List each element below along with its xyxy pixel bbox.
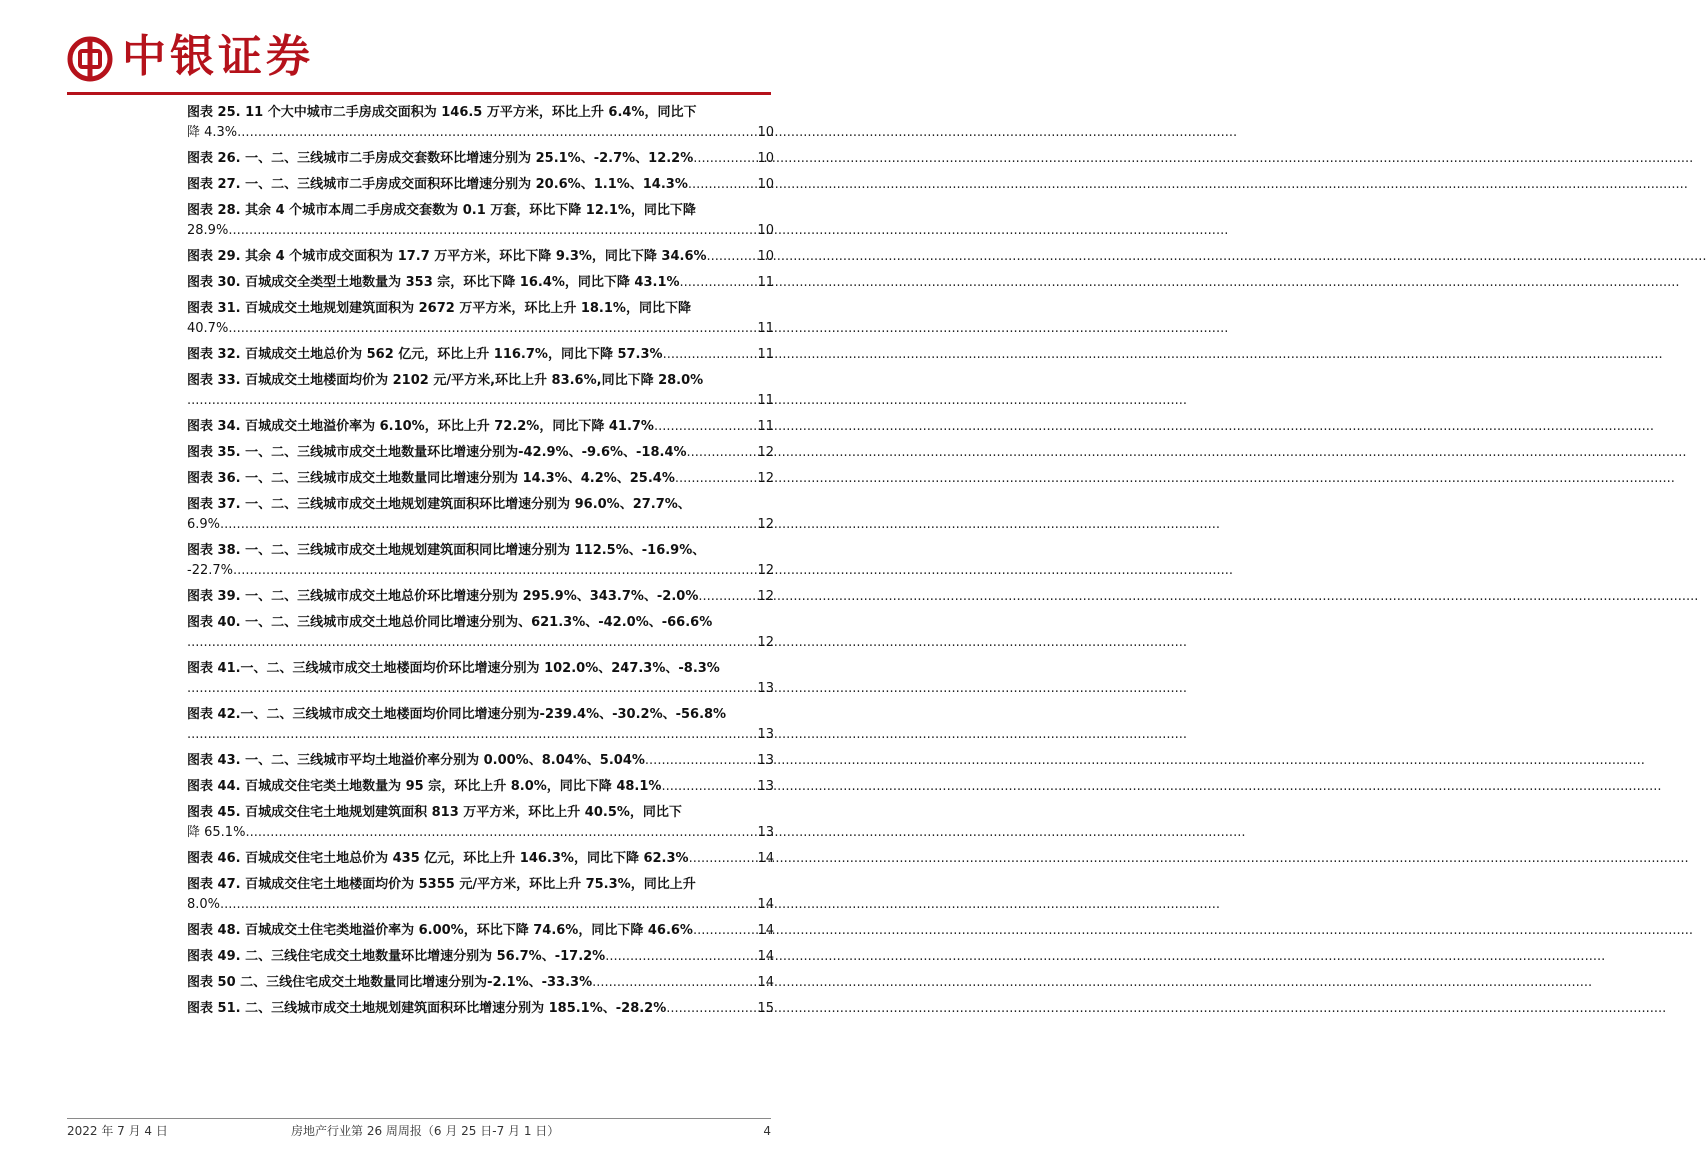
toc-line [187, 895, 774, 915]
toc-entry-title: 图表 39. 一、二、三线城市成交土地总价环比增速分别为 295.9%、343.7%、-2.0% [187, 589, 699, 604]
toc-leader-dots [666, 999, 756, 1019]
toc-entry-title: 图表 30. 百城成交全类型土地数量为 353 宗，环比下降 16.4%，同比下降 43.1% [187, 275, 680, 290]
toc-entry-title: 图表 41.一、二、三线城市成交土地楼面均价环比增速分别为 102.0%、247.3%、-8.3% [187, 661, 720, 676]
toc-line [187, 875, 774, 895]
toc-entry-title: 图表 35. 一、二、三线城市成交土地数量环比增速分别为-42.9%、-9.6%、-18.4% [187, 445, 687, 460]
toc-entry-title: 图表 32. 百城成交土地总价为 562 亿元，环比上升 116.7%，同比下降 57.3% [187, 347, 663, 362]
toc-entry-title: 图表 25. 11 个大中城市二手房成交面积为 146.5 万平方米，环比上升 6.4%，同比下 [187, 105, 697, 120]
toc-entry-title: -22.7% [187, 563, 233, 578]
toc-page-number: 13 [757, 779, 774, 794]
toc-page-number: 13 [757, 727, 774, 742]
toc-entry[interactable] [187, 103, 774, 143]
toc-entry[interactable] [187, 371, 774, 411]
toc-line [187, 679, 774, 699]
toc-line [187, 221, 774, 241]
toc-line [187, 921, 774, 941]
toc-line [187, 469, 774, 489]
table-of-figures [187, 103, 774, 1025]
toc-leader-dots [605, 947, 756, 967]
toc-leader-dots [645, 751, 757, 771]
toc-line [187, 973, 774, 993]
toc-page-number: 12 [757, 445, 774, 460]
toc-leader-dots [707, 247, 757, 267]
toc-line [187, 613, 774, 633]
toc-leader-dots [680, 273, 757, 293]
toc-entry-title: 40.7% [187, 321, 229, 336]
toc-line [187, 103, 774, 123]
toc-line [187, 849, 774, 869]
toc-entry-title: 28.9% [187, 223, 229, 238]
toc-entry[interactable] [187, 273, 774, 293]
toc-entry-title: 图表 47. 百城成交住宅土地楼面均价为 5355 元/平方米，环比上升 75.3%，同比上升 [187, 877, 696, 892]
toc-leader-dots [233, 561, 756, 581]
toc-leader-dots [698, 587, 756, 607]
toc-line [187, 777, 774, 797]
toc-entry-title: 图表 44. 百城成交住宅类土地数量为 95 宗，环比上升 8.0%，同比下降 48.1% [187, 779, 662, 794]
toc-entry-title: 图表 26. 一、二、三线城市二手房成交套数环比增速分别为 25.1%、-2.7%、12.2% [187, 151, 694, 166]
toc-entry-title: 8.0% [187, 897, 221, 912]
toc-entry[interactable] [187, 921, 774, 941]
toc-page-number: 12 [757, 471, 774, 486]
toc-entry-title: 图表 33. 百城成交土地楼面均价为 2102 元/平方米,环比上升 83.6%,同比下降 28.0% [187, 373, 704, 388]
toc-line [187, 371, 774, 391]
toc-entry[interactable] [187, 175, 774, 195]
toc-page-number: 12 [757, 589, 774, 604]
toc-entry[interactable] [187, 777, 774, 797]
toc-entry-title: 图表 36. 一、二、三线城市成交土地数量同比增速分别为 14.3%、4.2%、25.4% [187, 471, 675, 486]
toc-line [187, 175, 774, 195]
toc-entry[interactable] [187, 587, 774, 607]
toc-entry[interactable] [187, 705, 774, 745]
toc-entry[interactable] [187, 947, 774, 967]
toc-entry-title: 图表 50 二、三线住宅成交土地数量同比增速分别为-2.1%、-33.3% [187, 975, 593, 990]
toc-line [187, 495, 774, 515]
toc-line [187, 803, 774, 823]
toc-entry[interactable] [187, 999, 774, 1019]
toc-line [187, 391, 774, 411]
toc-entry-title: 图表 38. 一、二、三线城市成交土地规划建筑面积同比增速分别为 112.5%、-16.9%、 [187, 543, 706, 558]
toc-line [187, 659, 774, 679]
toc-page-number: 12 [757, 517, 774, 532]
toc-page-number: 11 [757, 347, 774, 362]
toc-entry[interactable] [187, 495, 774, 535]
toc-page-number: 10 [757, 223, 774, 238]
toc-leader-dots [237, 123, 756, 143]
toc-entry-title: 图表 43. 一、二、三线城市平均土地溢价率分别为 0.00%、8.04%、5.04% [187, 753, 645, 768]
toc-page-number: 13 [757, 825, 774, 840]
toc-leader-dots [661, 777, 756, 797]
toc-page-number: 10 [757, 249, 774, 264]
toc-leader-dots [187, 633, 756, 653]
page-header [0, 0, 827, 100]
toc-entry[interactable] [187, 751, 774, 771]
toc-entry[interactable] [187, 345, 774, 365]
toc-page-number: 12 [757, 635, 774, 650]
toc-entry[interactable] [187, 803, 774, 843]
toc-line [187, 561, 774, 581]
toc-line [187, 587, 774, 607]
toc-page-number: 11 [757, 393, 774, 408]
toc-entry[interactable] [187, 541, 774, 581]
toc-line [187, 443, 774, 463]
toc-entry[interactable] [187, 299, 774, 339]
toc-entry-title: 图表 49. 二、三线住宅成交土地数量环比增速分别为 56.7%、-17.2% [187, 949, 606, 964]
toc-entry-title: 图表 27. 一、二、三线城市二手房成交面积环比增速分别为 20.6%、1.1%、14.3% [187, 177, 688, 192]
toc-entry[interactable] [187, 875, 774, 915]
toc-line [187, 273, 774, 293]
toc-page-number: 14 [757, 897, 774, 912]
toc-page-number: 10 [757, 125, 774, 140]
footer-page-number: 4 [763, 1124, 771, 1138]
toc-page-number: 14 [757, 949, 774, 964]
toc-page-number: 13 [757, 681, 774, 696]
toc-entry[interactable] [187, 849, 774, 869]
footer-report-title: 房地产行业第 26 周周报（6 月 25 日-7 月 1 日） [291, 1124, 560, 1138]
toc-leader-dots [693, 149, 756, 169]
toc-leader-dots [693, 921, 756, 941]
toc-page-number: 12 [757, 563, 774, 578]
toc-entry-title: 图表 29. 其余 4 个城市成交面积为 17.7 万平方米，环比下降 9.3%，同比下降 34.6% [187, 249, 707, 264]
toc-entry[interactable] [187, 149, 774, 169]
toc-leader-dots [187, 679, 756, 699]
bank-of-china-logo-icon [67, 36, 113, 82]
toc-leader-dots [663, 345, 757, 365]
toc-line [187, 515, 774, 535]
toc-line [187, 633, 774, 653]
footer-divider [67, 1118, 771, 1119]
toc-entry[interactable] [187, 613, 774, 653]
toc-entry[interactable] [187, 973, 774, 993]
toc-line [187, 299, 774, 319]
toc-entry-title: 6.9% [187, 517, 221, 532]
toc-entry-title: 图表 37. 一、二、三线城市成交土地规划建筑面积环比增速分别为 96.0%、27.7%、 [187, 497, 691, 512]
toc-line [187, 999, 774, 1019]
page-footer [67, 1121, 771, 1141]
toc-leader-dots [689, 849, 757, 869]
toc-leader-dots [654, 417, 756, 437]
toc-page-number: 15 [757, 1001, 774, 1016]
toc-entry-title: 图表 28. 其余 4 个城市本周二手房成交套数为 0.1 万套，环比下降 12.1%，同比下降 [187, 203, 696, 218]
toc-line [187, 823, 774, 843]
toc-line [187, 751, 774, 771]
toc-leader-dots [228, 319, 756, 339]
toc-page-number: 10 [757, 151, 774, 166]
toc-line [187, 319, 774, 339]
toc-page-number: 11 [757, 419, 774, 434]
toc-page-number: 14 [757, 923, 774, 938]
toc-page-number: 14 [757, 851, 774, 866]
toc-line [187, 247, 774, 267]
toc-leader-dots [220, 895, 756, 915]
toc-leader-dots [220, 515, 756, 535]
toc-entry-title: 图表 48. 百城成交土住宅类地溢价率为 6.00%，环比下降 74.6%，同比下降 46.6% [187, 923, 693, 938]
toc-line [187, 705, 774, 725]
toc-entry[interactable] [187, 417, 774, 437]
toc-entry-title: 图表 34. 百城成交土地溢价率为 6.10%，环比上升 72.2%，同比下降 41.7% [187, 419, 654, 434]
toc-leader-dots [245, 823, 756, 843]
toc-entry-title: 图表 40. 一、二、三线城市成交土地总价同比增速分别为、621.3%、-42.0%、-66.6% [187, 615, 713, 630]
toc-line [187, 149, 774, 169]
toc-entry[interactable] [187, 201, 774, 241]
toc-page-number: 11 [757, 321, 774, 336]
toc-leader-dots [592, 973, 756, 993]
toc-entry[interactable] [187, 659, 774, 699]
toc-entry-title: 降 4.3% [187, 125, 238, 140]
header-divider [67, 92, 771, 95]
toc-page-number: 11 [757, 275, 774, 290]
toc-page-number: 13 [757, 753, 774, 768]
toc-leader-dots [187, 725, 756, 745]
toc-entry-title: 图表 31. 百城成交土地规划建筑面积为 2672 万平方米，环比上升 18.1%，同比下降 [187, 301, 691, 316]
brand-name: 中银证券 [122, 31, 314, 82]
toc-leader-dots [187, 391, 756, 411]
toc-entry-title: 图表 42.一、二、三线城市成交土地楼面均价同比增速分别为-239.4%、-30.2%、-56.8% [187, 707, 727, 722]
toc-line [187, 345, 774, 365]
toc-entry-title: 图表 46. 百城成交住宅土地总价为 435 亿元，环比上升 146.3%，同比下降 62.3% [187, 851, 689, 866]
toc-entry-title: 图表 45. 百城成交住宅土地规划建筑面积 813 万平方米，环比上升 40.5%，同比下 [187, 805, 682, 820]
toc-page-number: 14 [757, 975, 774, 990]
toc-entry-title: 降 65.1% [187, 825, 246, 840]
toc-page-number: 10 [757, 177, 774, 192]
toc-entry[interactable] [187, 443, 774, 463]
toc-leader-dots [687, 443, 757, 463]
toc-leader-dots [688, 175, 757, 195]
toc-line [187, 541, 774, 561]
toc-leader-dots [675, 469, 757, 489]
toc-entry-title: 图表 51. 二、三线城市成交土地规划建筑面积环比增速分别为 185.1%、-28.2% [187, 1001, 667, 1016]
toc-line [187, 201, 774, 221]
toc-entry[interactable] [187, 247, 774, 267]
toc-leader-dots [228, 221, 756, 241]
footer-date: 2022 年 7 月 4 日 [67, 1124, 168, 1138]
toc-line [187, 123, 774, 143]
toc-line [187, 947, 774, 967]
toc-entry[interactable] [187, 469, 774, 489]
toc-line [187, 725, 774, 745]
toc-line [187, 417, 774, 437]
